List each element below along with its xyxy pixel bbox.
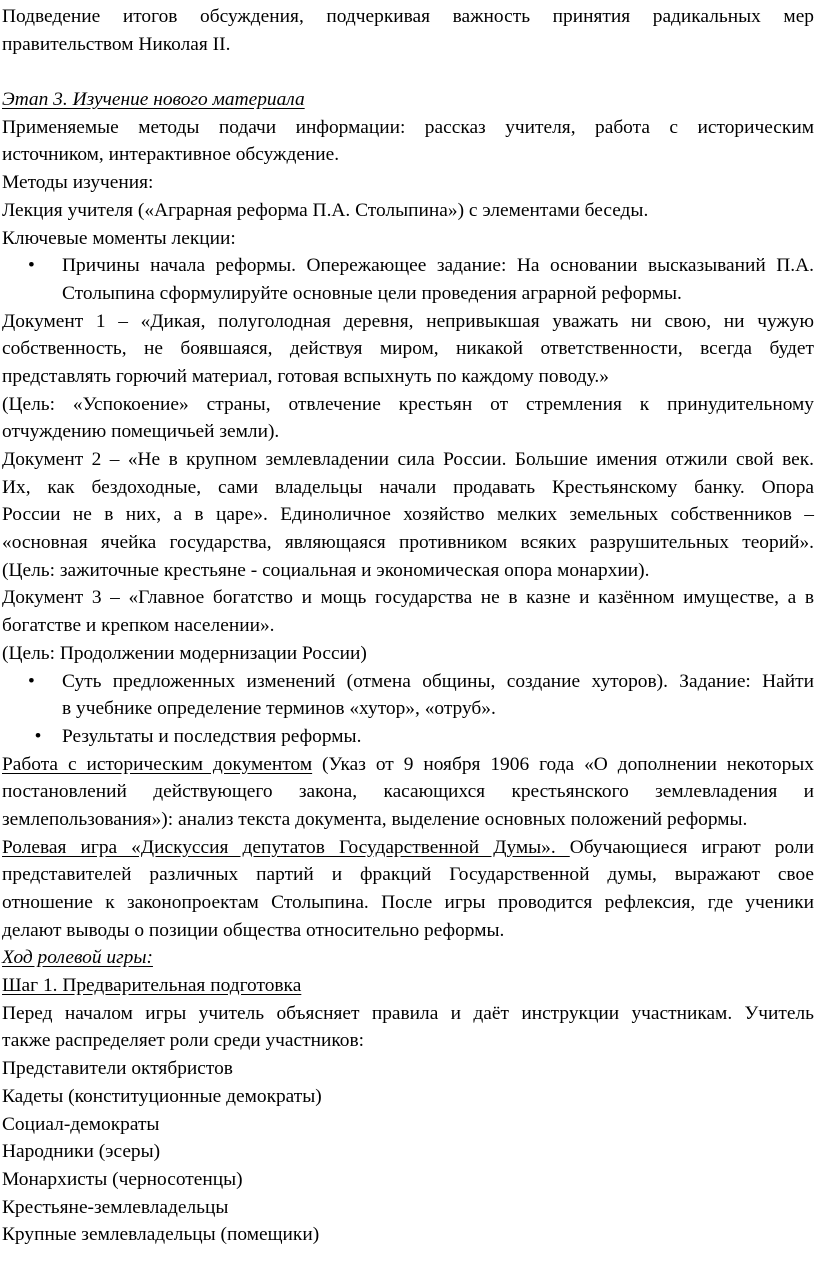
paragraph-line: собственность, не боявшаяся, действуя миром, никакой ответственности, всегда будет (2, 338, 814, 360)
paragraph-line: Документ 1 – «Дикая, полуголодная деревня, непривыкшая уважать ни свою, ни чужую (2, 310, 814, 332)
role-item: Представители октябристов (2, 1058, 233, 1080)
bullet-text: Суть предложенных изменений (отмена общины, создание хуторов). Задание: Найти (62, 670, 814, 692)
role-item: Народники (эсеры) (2, 1141, 161, 1163)
paragraph-line: Ключевые моменты лекции: (2, 227, 236, 249)
paragraph-line: (Цель: зажиточные крестьяне - социальная и экономическая опора монархии). (2, 559, 650, 581)
bullet-icon: • (34, 725, 42, 747)
paragraph-line: постановлений действующего закона, касающихся крестьянского землевладения и (2, 781, 814, 803)
role-item: Социал-демократы (2, 1113, 160, 1135)
paragraph-line: отчуждению помещичьей земли). (2, 421, 280, 443)
bullet-item (0, 723, 816, 751)
role-item: Крупные землевладельцы (помещики) (2, 1224, 320, 1246)
step-heading (0, 972, 816, 1000)
paragraph-line: «основная ячейка государства, являющаяся противником всяких разрушительных теорий». (2, 532, 814, 554)
game-heading (0, 944, 816, 972)
bullet-text: Причины начала реформы. Опережающее задание: На основании высказываний П.А. (62, 255, 814, 277)
paragraph-line: (Цель: «Успокоение» страны, отвлечение крестьян от стремления к принудительному (2, 393, 814, 415)
paragraph-line: Перед началом игры учитель объясняет правила и даёт инструкции участникам. Учитель (2, 1002, 814, 1024)
bullet-icon: • (28, 255, 35, 277)
paragraph-line: Подведение итогов обсуждения, подчеркивая важность принятия радикальных мер (2, 6, 814, 27)
paragraph-line: представителей различных партий и фракций Государственной думы, выражают свое (2, 864, 814, 886)
paragraph-line: Методы изучения: (2, 172, 154, 194)
role-item: Монархисты (черносотенцы) (2, 1168, 243, 1190)
bullet-icon: • (28, 670, 35, 692)
section-link-roleplay: Ролевая игра «Дискуссия депутатов Государственной Думы». (2, 836, 570, 858)
paragraph-line (0, 834, 816, 862)
paragraph-line: богатстве и крепком населении». (2, 615, 275, 637)
role-item: Кадеты (конституционные демократы) (2, 1085, 322, 1107)
paragraph-line: отношение к законопроектам Столыпина. После игры проводится рефлексия, где ученики (2, 892, 814, 913)
paragraph-line: представлять горючий материал, готовая вспыхнуть по каждому поводу.» (2, 365, 609, 387)
bullet-text: Результаты и последствия реформы. (62, 725, 362, 747)
bullet-item-continuation: в учебнике определение терминов «хутор», «отруб». (62, 698, 496, 720)
paragraph-line: делают выводы о позиции общества относительно реформы. (2, 919, 505, 941)
stage-heading-text: Этап 3. Изучение нового материала (2, 89, 305, 111)
paragraph-line: (Цель: Продолжении модернизации России) (2, 642, 367, 664)
stage-heading (0, 86, 816, 114)
paragraph-line: источником, интерактивное обсуждение. (2, 144, 340, 166)
bullet-item-continuation: Столыпина сформулируйте основные цели проведения аграрной реформы. (62, 282, 682, 304)
step-heading-text: Шаг 1. Предварительная подготовка (2, 975, 302, 997)
paragraph-text: (Указ от 9 ноября 1906 года «О дополнении некоторых (312, 753, 814, 775)
paragraph-line: Документ 3 – «Главное богатство и мощь государства не в казне и казённом имуществе, а в (2, 587, 814, 609)
paragraph-line: Применяемые методы подачи информации: рассказ учителя, работа с историческим (2, 116, 814, 138)
section-link-work-with-document: Работа с историческим документом (2, 753, 313, 775)
game-heading-text: Ход ролевой игры: (2, 947, 153, 969)
paragraph-line: Их, как бездоходные, сами владельцы начали продавать Крестьянскому банку. Опора (2, 476, 814, 498)
paragraph-line: землепользования»): анализ текста документа, выделение основных положений реформы. (2, 808, 748, 830)
paragraph-line: Документ 2 – «Не в крупном землевладении сила России. Большие имения отжили свой век. (2, 449, 814, 470)
paragraph-line: Лекция учителя («Аграрная реформа П.А. Столыпина») с элементами беседы. (2, 199, 649, 221)
paragraph-line (0, 751, 816, 779)
role-item: Крестьяне-землевладельцы (2, 1196, 229, 1218)
paragraph-line: также распределяет роли среди участников: (2, 1030, 365, 1052)
paragraph-text: Обучающиеся играют роли (569, 836, 814, 858)
bullet-item (0, 252, 816, 280)
blank-line (0, 58, 816, 86)
paragraph-line: России не в них, а в царе». Единоличное хозяйство мелких земельных собственников – (2, 504, 814, 526)
bullet-item (0, 668, 816, 696)
paragraph-line: правительством Николая II. (2, 33, 231, 55)
